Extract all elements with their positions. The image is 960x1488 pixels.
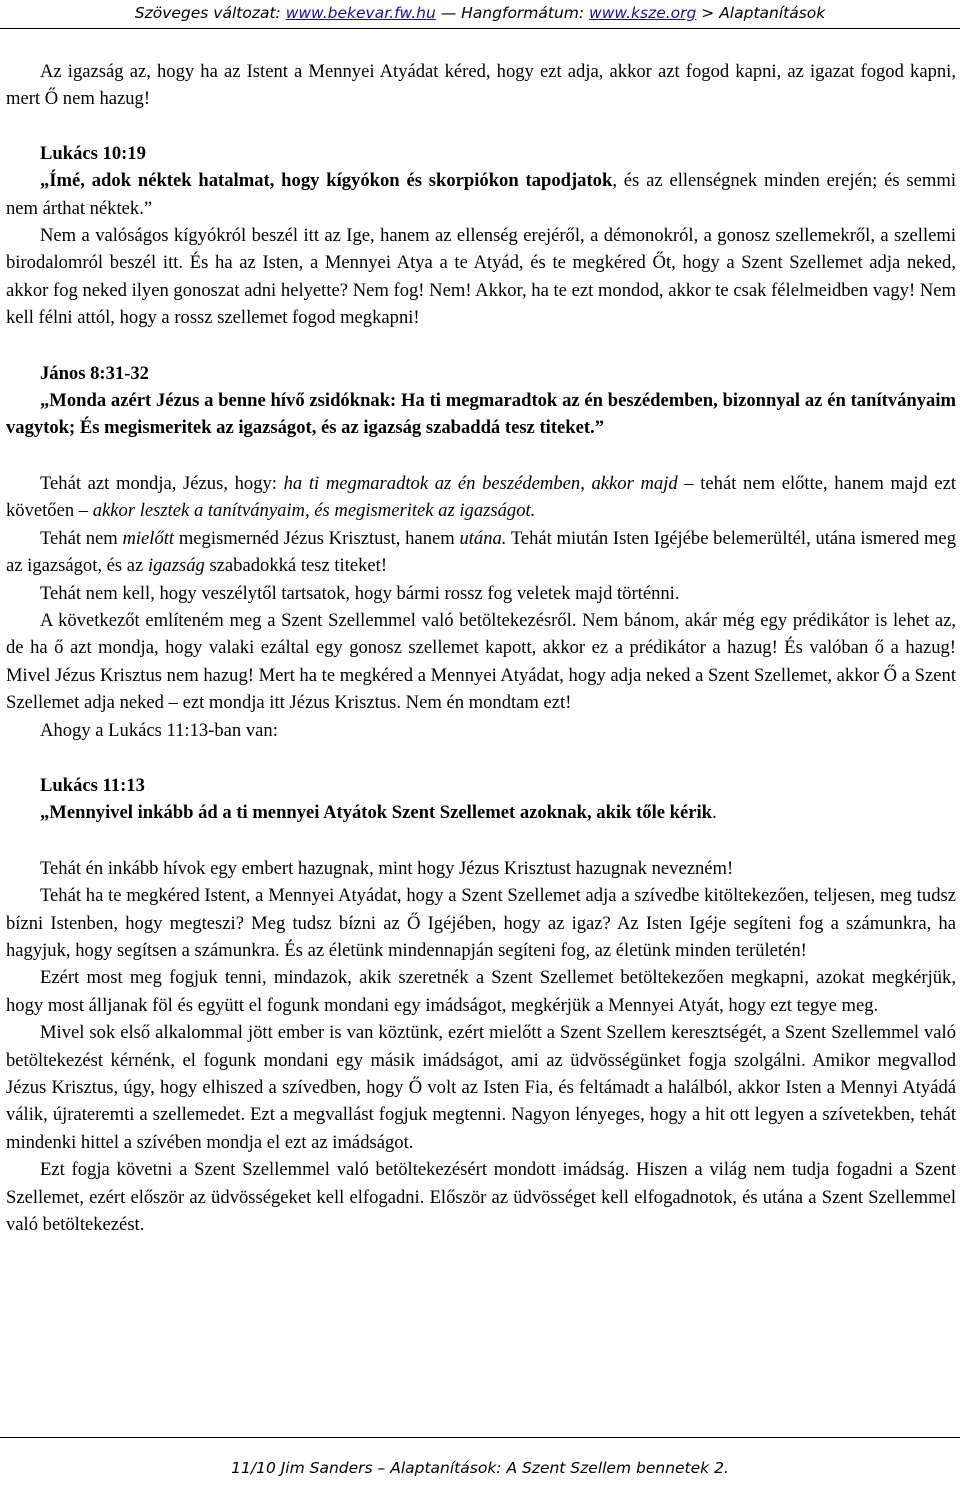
paragraph-abide: Tehát azt mondja, Jézus, hogy: ha ti megmaradtok az én beszédemben, akkor majd – tehát nem előtte, hanem majd ezt követően – akkor lesztek a tanítványaim, és megismeritek az igazságot.	[6, 472, 956, 522]
page-header	[0, 0, 960, 30]
paragraph-trust: Tehát ha te megkéred Istent, a Mennyei Atyádat, hogy a Szent Szellemet adja a szívedbe kitöltekezően, teljesen, meg tudsz bízni Istenben, hogy megteszi? Meg tudsz bízni az Ő Igéjében, hogy az igaz? Az Isten Igéje segíteni fog a számunkra, ha hagyjuk, hogy segítsen a számunkra. És az életünk mindennapján segíteni fog, az életünk minden területén!	[6, 885, 956, 961]
bekevar-link[interactable]: www.bekevar.fw.hu	[285, 4, 436, 22]
header-prefix: Szöveges változat:	[134, 4, 286, 22]
ksze-link[interactable]: www.ksze.org	[589, 4, 697, 22]
paragraph-luke-intro: Ahogy a Lukács 11:13-ban van:	[40, 719, 278, 741]
scripture-quote-luke-11-13: „Mennyivel inkább ád a ti mennyei Atyátok Szent Szellemet azoknak, akik tőle kérik.	[40, 802, 717, 824]
document-body	[6, 58, 956, 1238]
paragraph-preacher: A következőt említeném meg a Szent Szellemmel való betöltekezésről. Nem bánom, akár még egy prédikátor is lehet az, de ha ő azt mondja, hogy valaki ezáltal egy gonosz szellemet kapott, akkor ez a prédikátor a hazug! És valóban ő a hazug! Mivel Jézus Krisztus nem hazug! Mert ha te megkéred a Mennyei Atyádat, hogy adja neked a Szent Szellemet, akkor Ő a Szent Szellemet adja neked – ezt mondja itt Jézus Krisztus. Nem én mondtam ezt!	[6, 609, 956, 714]
page-footer	[0, 1437, 960, 1487]
header-middle: — Hangformátum:	[435, 4, 590, 22]
header-suffix: > Alaptanítások	[696, 4, 826, 22]
paragraph-no-fear: Tehát nem kell, hogy veszélytől tartsatok, hogy bármi rossz fog veletek majd történni.	[40, 582, 680, 604]
footer-text: 11/10 Jim Sanders – Alaptanítások: A Szent Szellem bennetek 2.	[231, 1459, 729, 1477]
paragraph-baptism-prayer: Ezt fogja követni a Szent Szellemmel való betöltekezésért mondott imádság. Hiszen a világ nem tudja fogadni a Szent Szellemet, ezért először az üdvösségeket kell elfogadni. Először az üdvösséget kell elfogadnotok, és utána a Szent Szellemmel való betöltekezést.	[6, 1159, 956, 1236]
scripture-reference-john-8-31: János 8:31-32	[40, 362, 149, 384]
paragraph-salvation-prayer: Mivel sok első alkalommal jött ember is van köztünk, ezért mielőtt a Szent Szellem keresztségét, a Szent Szellemmel való betöltekezést kérnénk, el fogunk mondani egy másik imádságot, ami az üdvösségünket fogja szolgálni. Amikor megvallod Jézus Krisztus, úgy, hogy elhiszed a szívedben, hogy Ő volt az Isten Fia, és feltámadt a halálból, akkor Isten a Mennyi Atyádá válik, újrateremti a szellemedet. Ezt a megvallást fogjuk megtenni. Nagyon lényeges, hogy a hit ott legyen a szívetekben, tehát mindenki hittel a szívében mondja el ezt az imádságot.	[6, 1022, 956, 1153]
scripture-quote-john-8-31: „Monda azért Jézus a benne hívő zsidóknak: Ha ti megmaradtok az én beszédemben, bizonnyal az én tanítványaim vagytok; És megismeritek az igazságot, és az igazság szabaddá tesz titeket.”	[6, 390, 956, 439]
paragraph-enemy-power: Nem a valóságos kígyókról beszél itt az Ige, hanem az ellenség erejéről, a démonokról, a gonosz szellemekről, a szellemi birodalomról beszél itt. És ha az Isten, a Mennyei Atya a te Atyád, és te megkéred Őt, hogy a Szent Szellemet adja neked, akkor fog neked ilyen gonoszat adni helyette? Nem fog! Nem! Akkor, ha te ezt mondod, akkor te csak félelmeidben vagy! Nem kell félni attól, hogy a rossz szellemet fogod megkapni!	[6, 225, 956, 329]
paragraph-prayer-invite: Ezért most meg fogjuk tenni, mindazok, akik szeretnék a Szent Szellemet betöltekezően megkapni, azokat megkérjük, hogy most álljanak föl és együtt el fogunk mondani egy imádságot, megkérjük a Mennyei Atyát, hogy ezt tegye meg.	[6, 967, 956, 1016]
paragraph-after: Tehát nem mielőtt megismernéd Jézus Krisztust, hanem utána. Tehát miután Isten Igéjébe belemerültél, utána ismered meg az igazságot, és az igazság szabadokká tesz titeket!	[6, 527, 956, 577]
scripture-reference-luke-11-13: Lukács 11:13	[40, 774, 145, 796]
paragraph-truth: Az igazság az, hogy ha az Istent a Mennyei Atyádat kéred, hogy ezt adja, akkor azt fogod kapni, az igazat fogod kapni, mert Ő nem hazug!	[6, 61, 956, 110]
footer-divider	[0, 1437, 960, 1438]
scripture-quote-luke-10-19: „Ímé, adok néktek hatalmat, hogy kígyókon és skorpiókon tapodjatok, és az ellenségnek minden erején; és semmi nem árthat néktek.”	[6, 170, 956, 219]
paragraph-liar: Tehát én inkább hívok egy embert hazugnak, mint hogy Jézus Krisztust hazugnak nevezném!	[40, 857, 734, 879]
header-divider	[0, 28, 960, 29]
scripture-reference-luke-10-19: Lukács 10:19	[40, 142, 146, 164]
